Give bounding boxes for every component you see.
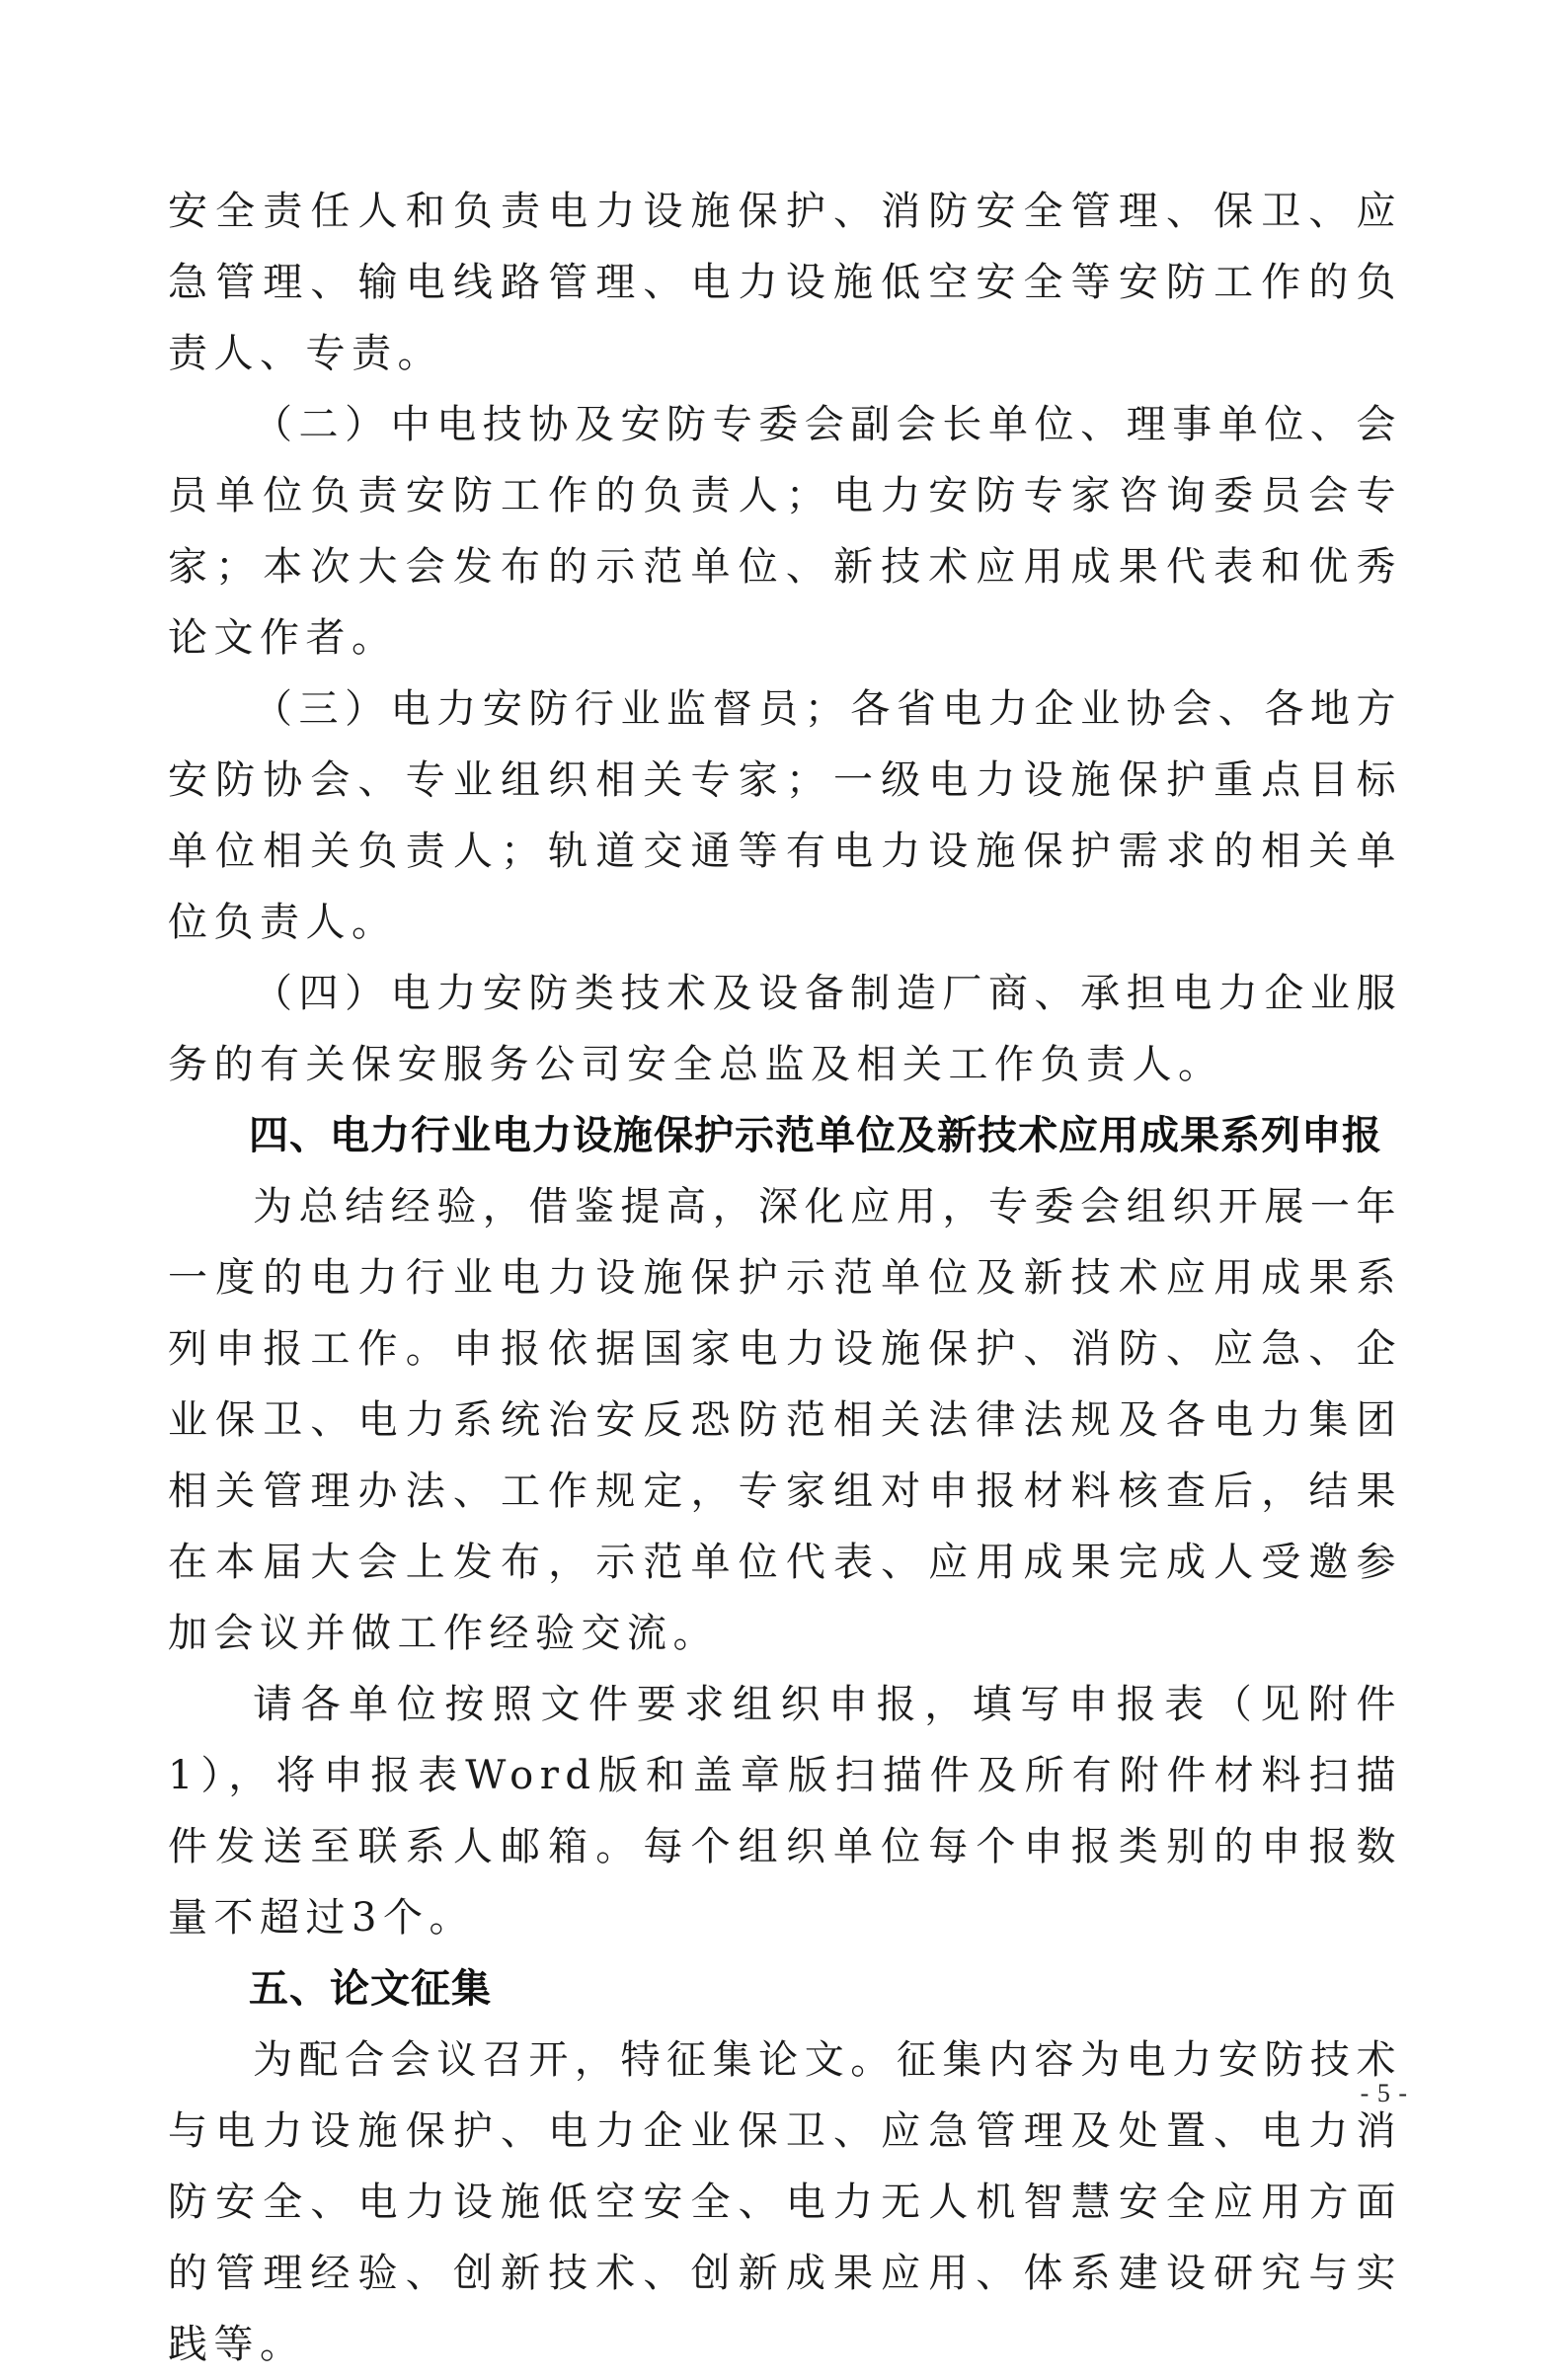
paragraph-section-5: 为配合会议召开，特征集论文。征集内容为电力安防技术与电力设施保护、电力企业保卫、应急管理及处置、电力消防安全、电力设施低空安全、电力无人机智慧安全应用方面的管理经验、创新技术、创新成果应用、体系建设研究与实践等。: [168, 2037, 1402, 2367]
paragraph-section-4-intro: 为总结经验，借鉴提高，深化应用，专委会组织开展一年一度的电力行业电力设施保护示范单位及新技术应用成果系列申报工作。申报依据国家电力设施保护、消防、应急、企业保卫、电力系统治安反恐防范相关法律法规及各电力集团相关管理办法、工作规定，专家组对申报材料核查后，结果在本届大会上发布，示范单位代表、应用成果完成人受邀参加会议并做工作经验交流。: [168, 1184, 1402, 1656]
section-heading-4: 四、电力行业电力设施保护示范单位及新技术应用成果系列申报: [249, 1113, 1382, 1158]
document-body: [168, 176, 1402, 2380]
paragraph-attendees-continued: 安全责任人和负责电力设施保护、消防安全管理、保卫、应急管理、输电线路管理、电力设施低空安全等安防工作的负责人、专责。: [168, 189, 1402, 376]
paragraph-section-4-instructions: 请各单位按照文件要求组织申报，填写申报表（见附件1），将申报表Word版和盖章版扫描件及所有附件材料扫描件发送至联系人邮箱。每个组织单位每个申报类别的申报数量不超过3个。: [168, 1682, 1402, 1941]
section-heading-5: 五、论文征集: [249, 1966, 492, 2012]
page-number: - 5 -: [1360, 2079, 1408, 2107]
paragraph-attendees-2: （二）中电技协及安防专委会副会长单位、理事单位、会员单位负责安防工作的负责人；电力安防专家咨询委员会专家；本次大会发布的示范单位、新技术应用成果代表和优秀论文作者。: [168, 402, 1402, 661]
paragraph-attendees-4: （四）电力安防类技术及设备制造厂商、承担电力企业服务的有关保安服务公司安全总监及相关工作负责人。: [168, 971, 1402, 1087]
paragraph-attendees-3: （三）电力安防行业监督员；各省电力企业协会、各地方安防协会、专业组织相关专家；一级电力设施保护重点目标单位相关负责人；轨道交通等有电力设施保护需求的相关单位负责人。: [168, 686, 1402, 945]
